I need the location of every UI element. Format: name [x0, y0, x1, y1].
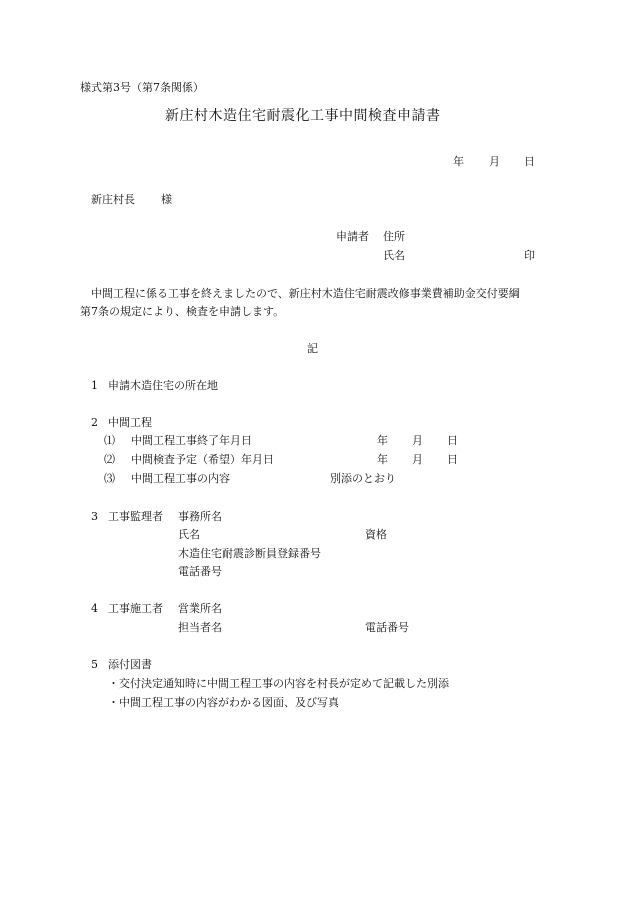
section2-item3-value: 別添のとおり: [330, 472, 396, 485]
section2-item2-year: 年: [377, 453, 388, 466]
section2-item1-month: 月: [412, 434, 423, 447]
section1-number: 1: [91, 379, 98, 392]
body-text-line1: 中間工程に係る工事を終えましたので、新庄村木造住宅耐震改修事業費補助金交付要綱: [91, 287, 520, 300]
date-month: 月: [489, 155, 500, 168]
section2-item2-month: 月: [412, 453, 423, 466]
section2-item1-label: 中間工程工事終了年月日: [131, 434, 252, 447]
section3-number: 3: [91, 510, 98, 523]
section2-item2-label: 中間検査予定（希望）年月日: [131, 453, 274, 466]
section3-qualification-label: 資格: [365, 528, 387, 541]
section5-bullet1: ・交付決定通知時に中間工程工事の内容を村長が定めて記載した別添: [108, 677, 449, 690]
seal-mark: 印: [524, 249, 535, 262]
section1-title: 申請木造住宅の所在地: [108, 379, 218, 392]
section2-number: 2: [91, 416, 98, 429]
section2-item1-day: 日: [447, 434, 458, 447]
section4-phone-label: 電話番号: [365, 621, 409, 634]
section5-title: 添付図書: [108, 658, 152, 671]
section4-number: 4: [91, 602, 98, 615]
section2-item1-year: 年: [377, 434, 388, 447]
section4-office-label: 営業所名: [178, 602, 222, 615]
section2-title: 中間工程: [108, 416, 152, 429]
form-number: 様式第3号（第7条関係）: [80, 81, 204, 94]
date-year: 年: [453, 155, 464, 168]
addressee-name: 新庄村長: [91, 193, 135, 206]
applicant-label: 申請者: [336, 230, 369, 243]
ki-marker: 記: [307, 342, 318, 355]
section2-item3-label: 中間工程工事の内容: [131, 472, 230, 485]
section3-office-label: 事務所名: [178, 510, 222, 523]
section2-item2-day: 日: [447, 453, 458, 466]
section2-item2-number: ⑵: [104, 453, 115, 466]
section3-registration-label: 木造住宅耐震診断員登録番号: [178, 547, 321, 560]
section2-item1-number: ⑴: [104, 434, 115, 447]
applicant-name-label: 氏名: [383, 249, 405, 262]
section3-title: 工事監理者: [108, 510, 163, 523]
date-day: 日: [524, 155, 535, 168]
applicant-address-label: 住所: [383, 230, 405, 243]
section4-person-label: 担当者名: [178, 621, 222, 634]
addressee-honorific: 様: [161, 193, 172, 206]
section4-title: 工事施工者: [108, 602, 163, 615]
section5-bullet2: ・中間工程工事の内容がわかる図面、及び写真: [108, 696, 339, 709]
document-title: 新庄村木造住宅耐震化工事中間検査申請書: [165, 108, 441, 124]
section3-name-label: 氏名: [178, 528, 200, 541]
section2-item3-number: ⑶: [104, 472, 115, 485]
section3-phone-label: 電話番号: [178, 565, 222, 578]
section5-number: 5: [91, 658, 98, 671]
body-text-line2: 第7条の規定により、検査を申請します。: [80, 305, 285, 318]
